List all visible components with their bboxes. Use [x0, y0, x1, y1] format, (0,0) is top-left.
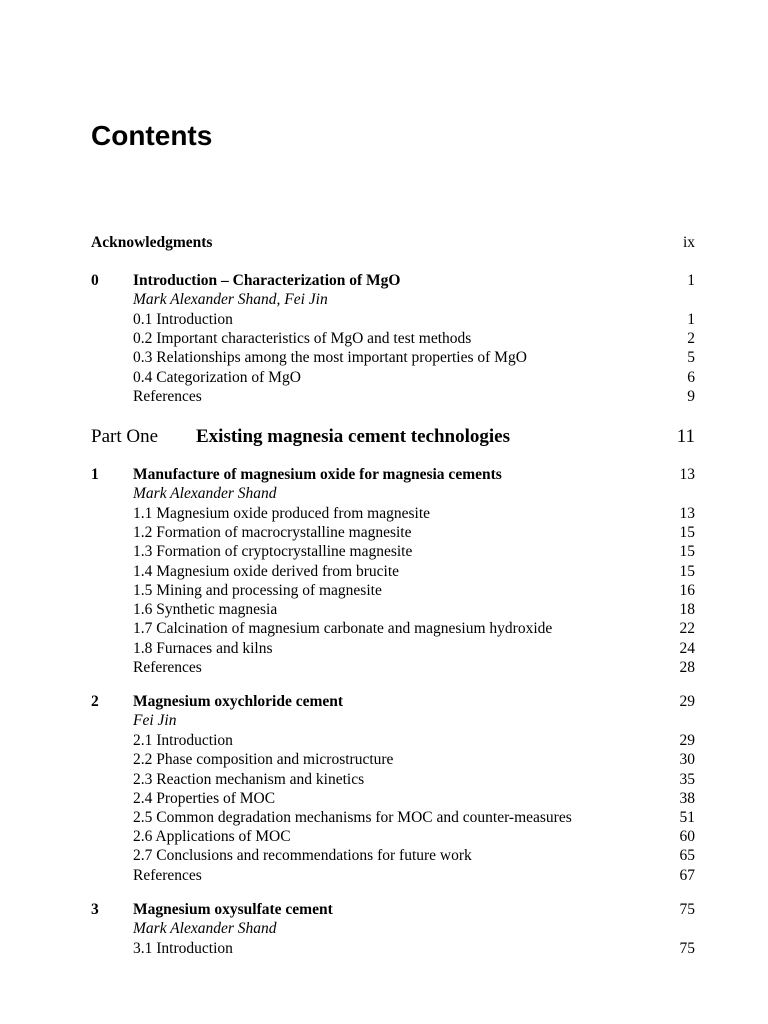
chapter-page: 75	[679, 901, 695, 918]
toc-section[interactable]	[0, 770, 768, 790]
section-title: References	[133, 867, 202, 884]
section-title: 1.6 Synthetic magnesia	[133, 601, 278, 618]
chapter-title: Introduction – Characterization of MgO	[133, 272, 401, 289]
toc-section[interactable]	[0, 542, 768, 562]
toc-section[interactable]	[0, 348, 768, 368]
toc-section[interactable]	[0, 731, 768, 751]
section-page: 67	[679, 867, 695, 884]
toc-section[interactable]	[0, 329, 768, 349]
toc-chapter-0[interactable]	[0, 271, 768, 291]
chapter-page: 29	[679, 693, 695, 710]
chapter-number: 0	[91, 272, 99, 289]
section-title: 2.4 Properties of MOC	[133, 790, 276, 807]
toc-section[interactable]	[0, 600, 768, 620]
section-page: 51	[679, 809, 695, 826]
section-title: 0.2 Important characteristics of MgO and test methods	[133, 330, 472, 347]
section-page: 2	[687, 330, 695, 347]
toc-chapter-2[interactable]	[0, 692, 768, 712]
toc-entry-acknowledgments[interactable]	[0, 233, 768, 253]
part-label: Part One	[91, 426, 159, 447]
section-page: 15	[679, 563, 695, 580]
toc-section[interactable]	[0, 789, 768, 809]
toc-section[interactable]	[0, 310, 768, 330]
chapter-page: 1	[687, 272, 695, 289]
section-page: 16	[679, 582, 695, 599]
toc-section[interactable]	[0, 846, 768, 866]
toc-section[interactable]	[0, 639, 768, 659]
section-page: 13	[679, 505, 695, 522]
section-title: 1.4 Magnesium oxide derived from brucite	[133, 563, 400, 580]
entry-page: ix	[682, 234, 695, 251]
chapter-number: 1	[91, 466, 99, 483]
toc-section[interactable]	[0, 750, 768, 770]
chapter-number: 2	[91, 693, 99, 710]
toc-section[interactable]	[0, 581, 768, 601]
section-title: 1.3 Formation of cryptocrystalline magnesite	[133, 543, 413, 560]
section-title: 2.5 Common degradation mechanisms for MOC and counter-measures	[133, 809, 572, 826]
section-title: 2.7 Conclusions and recommendations for future work	[133, 847, 472, 864]
section-title: 0.4 Categorization of MgO	[133, 369, 301, 386]
toc-section[interactable]	[0, 523, 768, 543]
section-page: 15	[679, 543, 695, 560]
section-title: 1.1 Magnesium oxide produced from magnesite	[133, 505, 431, 522]
section-page: 38	[679, 790, 695, 807]
section-page: 60	[679, 828, 695, 845]
section-title: 2.3 Reaction mechanism and kinetics	[133, 771, 365, 788]
toc-chapter-1[interactable]	[0, 465, 768, 485]
chapter-authors	[0, 484, 768, 504]
section-page: 24	[679, 640, 695, 657]
authors-text: Mark Alexander Shand	[133, 920, 277, 937]
section-page: 6	[687, 369, 695, 386]
toc-section[interactable]	[0, 368, 768, 388]
section-title: 3.1 Introduction	[133, 940, 233, 957]
section-page: 29	[679, 732, 695, 749]
toc-section[interactable]	[0, 562, 768, 582]
section-page: 35	[679, 771, 695, 788]
section-page: 1	[687, 311, 695, 328]
section-title: 0.3 Relationships among the most important properties of MgO	[133, 349, 527, 366]
authors-text: Mark Alexander Shand, Fei Jin	[133, 291, 328, 308]
toc-section[interactable]	[0, 827, 768, 847]
section-title: References	[133, 388, 202, 405]
section-title: 2.2 Phase composition and microstructure	[133, 751, 394, 768]
chapter-authors	[0, 711, 768, 731]
section-title: 1.2 Formation of macrocrystalline magnesite	[133, 524, 412, 541]
section-page: 15	[679, 524, 695, 541]
section-page: 65	[679, 847, 695, 864]
chapter-title: Magnesium oxychloride cement	[133, 693, 344, 710]
entry-title: Acknowledgments	[91, 234, 213, 251]
section-title: 2.1 Introduction	[133, 732, 233, 749]
section-title: 1.5 Mining and processing of magnesite	[133, 582, 382, 599]
section-page: 5	[687, 349, 695, 366]
section-page: 30	[679, 751, 695, 768]
toc-section-references[interactable]	[0, 658, 768, 678]
toc-part-one[interactable]	[0, 425, 768, 449]
section-title: 1.8 Furnaces and kilns	[133, 640, 273, 657]
section-title: 0.1 Introduction	[133, 311, 233, 328]
section-page: 9	[687, 388, 695, 405]
chapter-authors	[0, 290, 768, 310]
part-page: 11	[676, 426, 695, 447]
section-page: 22	[679, 620, 695, 637]
section-title: 2.6 Applications of MOC	[133, 828, 291, 845]
toc-section[interactable]	[0, 939, 768, 959]
page-title: Contents	[91, 120, 213, 151]
toc-section-references[interactable]	[0, 866, 768, 886]
chapter-authors	[0, 919, 768, 939]
section-title: 1.7 Calcination of magnesium carbonate and magnesium hydroxide	[133, 620, 553, 637]
chapter-number: 3	[91, 901, 99, 918]
chapter-title: Manufacture of magnesium oxide for magnesia cements	[133, 466, 502, 483]
part-title: Existing magnesia cement technologies	[196, 426, 511, 447]
toc-section[interactable]	[0, 808, 768, 828]
section-page: 75	[679, 940, 695, 957]
toc-section-references[interactable]	[0, 387, 768, 407]
toc-section[interactable]	[0, 619, 768, 639]
chapter-page: 13	[679, 466, 695, 483]
toc-section[interactable]	[0, 504, 768, 524]
chapter-title: Magnesium oxysulfate cement	[133, 901, 333, 918]
section-page: 28	[679, 659, 695, 676]
toc-chapter-3[interactable]	[0, 900, 768, 920]
section-page: 18	[679, 601, 695, 618]
authors-text: Mark Alexander Shand	[133, 485, 277, 502]
authors-text: Fei Jin	[133, 712, 177, 729]
section-title: References	[133, 659, 202, 676]
